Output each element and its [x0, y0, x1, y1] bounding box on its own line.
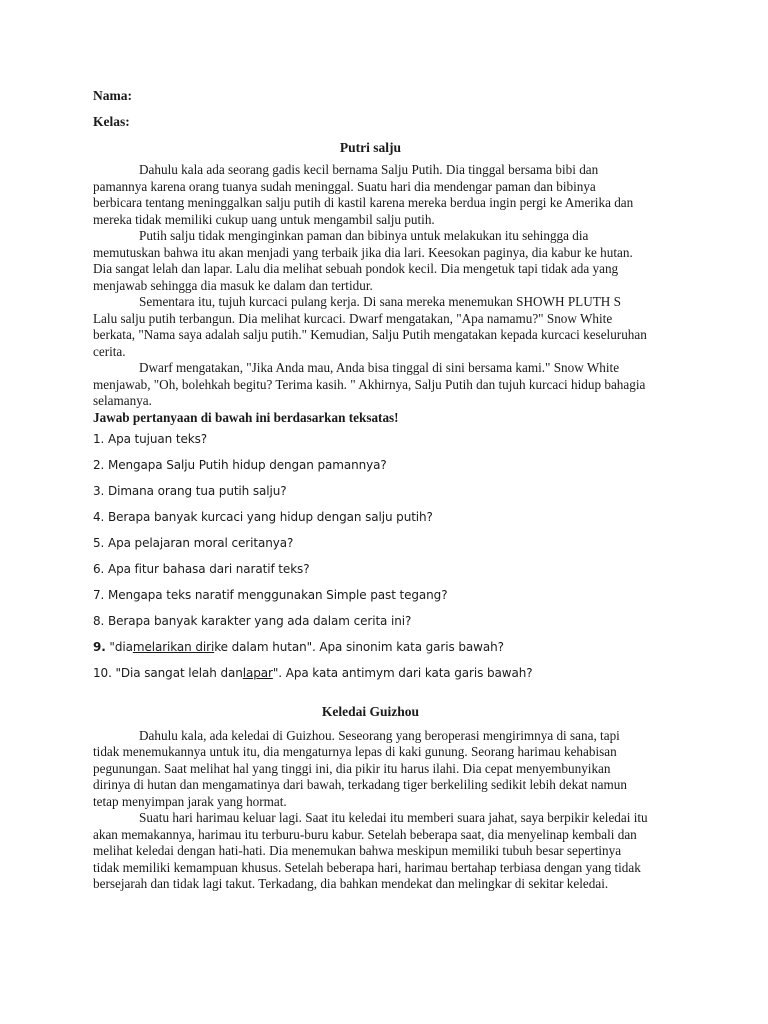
question-item: 7. Mengapa teks naratif menggunakan Simple past tegang?: [93, 587, 448, 602]
story-2-title: Keledai Guizhou: [321, 703, 420, 719]
question-item: 5. Apa pelajaran moral ceritanya?: [93, 535, 294, 550]
story-2-paragraph: Suatu hari harimau keluar lagi. Saat itu keledai itu memberi suara jahat, saya berpikir keledai itu akan memakannya, harimau itu terburu-buru kabur. Setelah beberapa saat, dia menyelinap kembali dan melihat keledai dengan hati-hati. Dia menemukan bahwa meskipun memiliki tubuh besar sepertinya tidak memiliki kemampuan khusus. Setelah beberapa hari, harimau bertahap terbiasa dengan yang tidak bersejarah dan tidak lagi takut. Terkadang, dia bahkan mendekat dan melingkar di sekitar keledai.: [93, 810, 648, 891]
story-2-body: [93, 728, 648, 893]
story-1-paragraph: Putih salju tidak menginginkan paman dan bibinya untuk melakukan itu sehingga dia memutuskan bahwa itu akan menjadi yang terbaik jika dia lari. Keesokan paginya, dia kabur ke hutan. Dia sangat lelah dan lapar. Lalu dia melihat sebuah pondok kecil. Dia mengetuk tapi tidak ada yang menjawab sehingga dia masuk ke dalam dan tertidur.: [93, 228, 633, 293]
question-item: 6. Apa fitur bahasa dari naratif teks?: [93, 561, 310, 576]
kelas-label: Kelas:: [93, 114, 130, 129]
question-number: 9.: [93, 639, 106, 654]
question-text: "dia: [105, 639, 133, 654]
question-list: [93, 431, 648, 691]
question-text: ". Apa kata antimym dari kata garis bawah?: [272, 665, 533, 680]
nama-label: Nama:: [93, 88, 132, 103]
story-1-body: [93, 162, 648, 410]
story-1-paragraph: Sementara itu, tujuh kurcaci pulang kerja. Di sana mereka menemukan SHOWH PLUTH S Lalu salju putih terbangun. Dia melihat kurcaci. Dwarf mengatakan, "Apa namamu?" Snow White berkata, "Nama saya adalah salju putih." Kemudian, Salju Putih mengatakan kepada kurcaci keseluruhan cerita.: [93, 294, 647, 359]
underlined-word: lapar: [242, 665, 273, 680]
question-item: 3. Dimana orang tua putih salju?: [93, 483, 287, 498]
question-text: ke dalam hutan". Apa sinonim kata garis bawah?: [214, 639, 504, 654]
question-item: [93, 639, 648, 665]
question-item: 1. Apa tujuan teks?: [93, 431, 208, 446]
question-item: 8. Berapa banyak karakter yang ada dalam cerita ini?: [93, 613, 412, 628]
underlined-word: melarikan diri: [132, 639, 215, 654]
story-1-title: Putri salju: [339, 140, 402, 155]
instruction-text: Jawab pertanyaan di bawah ini berdasarkan teksatas!: [93, 409, 399, 425]
story-1-paragraph: Dwarf mengatakan, "Jika Anda mau, Anda bisa tinggal di sini bersama kami." Snow White menjawab, "Oh, bolehkah begitu? Terima kasih. " Akhirnya, Salju Putih dan tujuh kurcaci hidup bahagia selamanya.: [93, 360, 646, 408]
question-item: [93, 665, 648, 691]
story-2-paragraph: Dahulu kala, ada keledai di Guizhou. Seseorang yang beroperasi mengirimnya di sana, tapi tidak menemukannya untuk itu, dia mengaturnya lepas di kaki gunung. Seorang harimau kehabisan pegunungan. Saat melihat hal yang tinggi ini, dia pikir itu harus ilahi. Dia cepat menyembunyikan dirinya di hutan dan mengamatinya dari bawah, terkadang tiger berkeliling sedikit lebih dekat namun tetap menyimpan jarak yang hormat.: [93, 727, 627, 809]
question-text: 10. "Dia sangat lelah dan: [93, 665, 243, 680]
question-item: 4. Berapa banyak kurcaci yang hidup dengan salju putih?: [93, 509, 433, 524]
question-item: 2. Mengapa Salju Putih hidup dengan pamannya?: [93, 457, 387, 472]
story-1-paragraph: Dahulu kala ada seorang gadis kecil bernama Salju Putih. Dia tinggal bersama bibi dan pamannya karena orang tuanya sudah meninggal. Suatu hari dia mendengar paman dan bibinya berbicara tentang meninggalkan salju putih di kastil karena mereka berdua ingin pergi ke Amerika dan mereka tidak memiliki cukup uang untuk mengambil salju putih.: [93, 162, 634, 227]
